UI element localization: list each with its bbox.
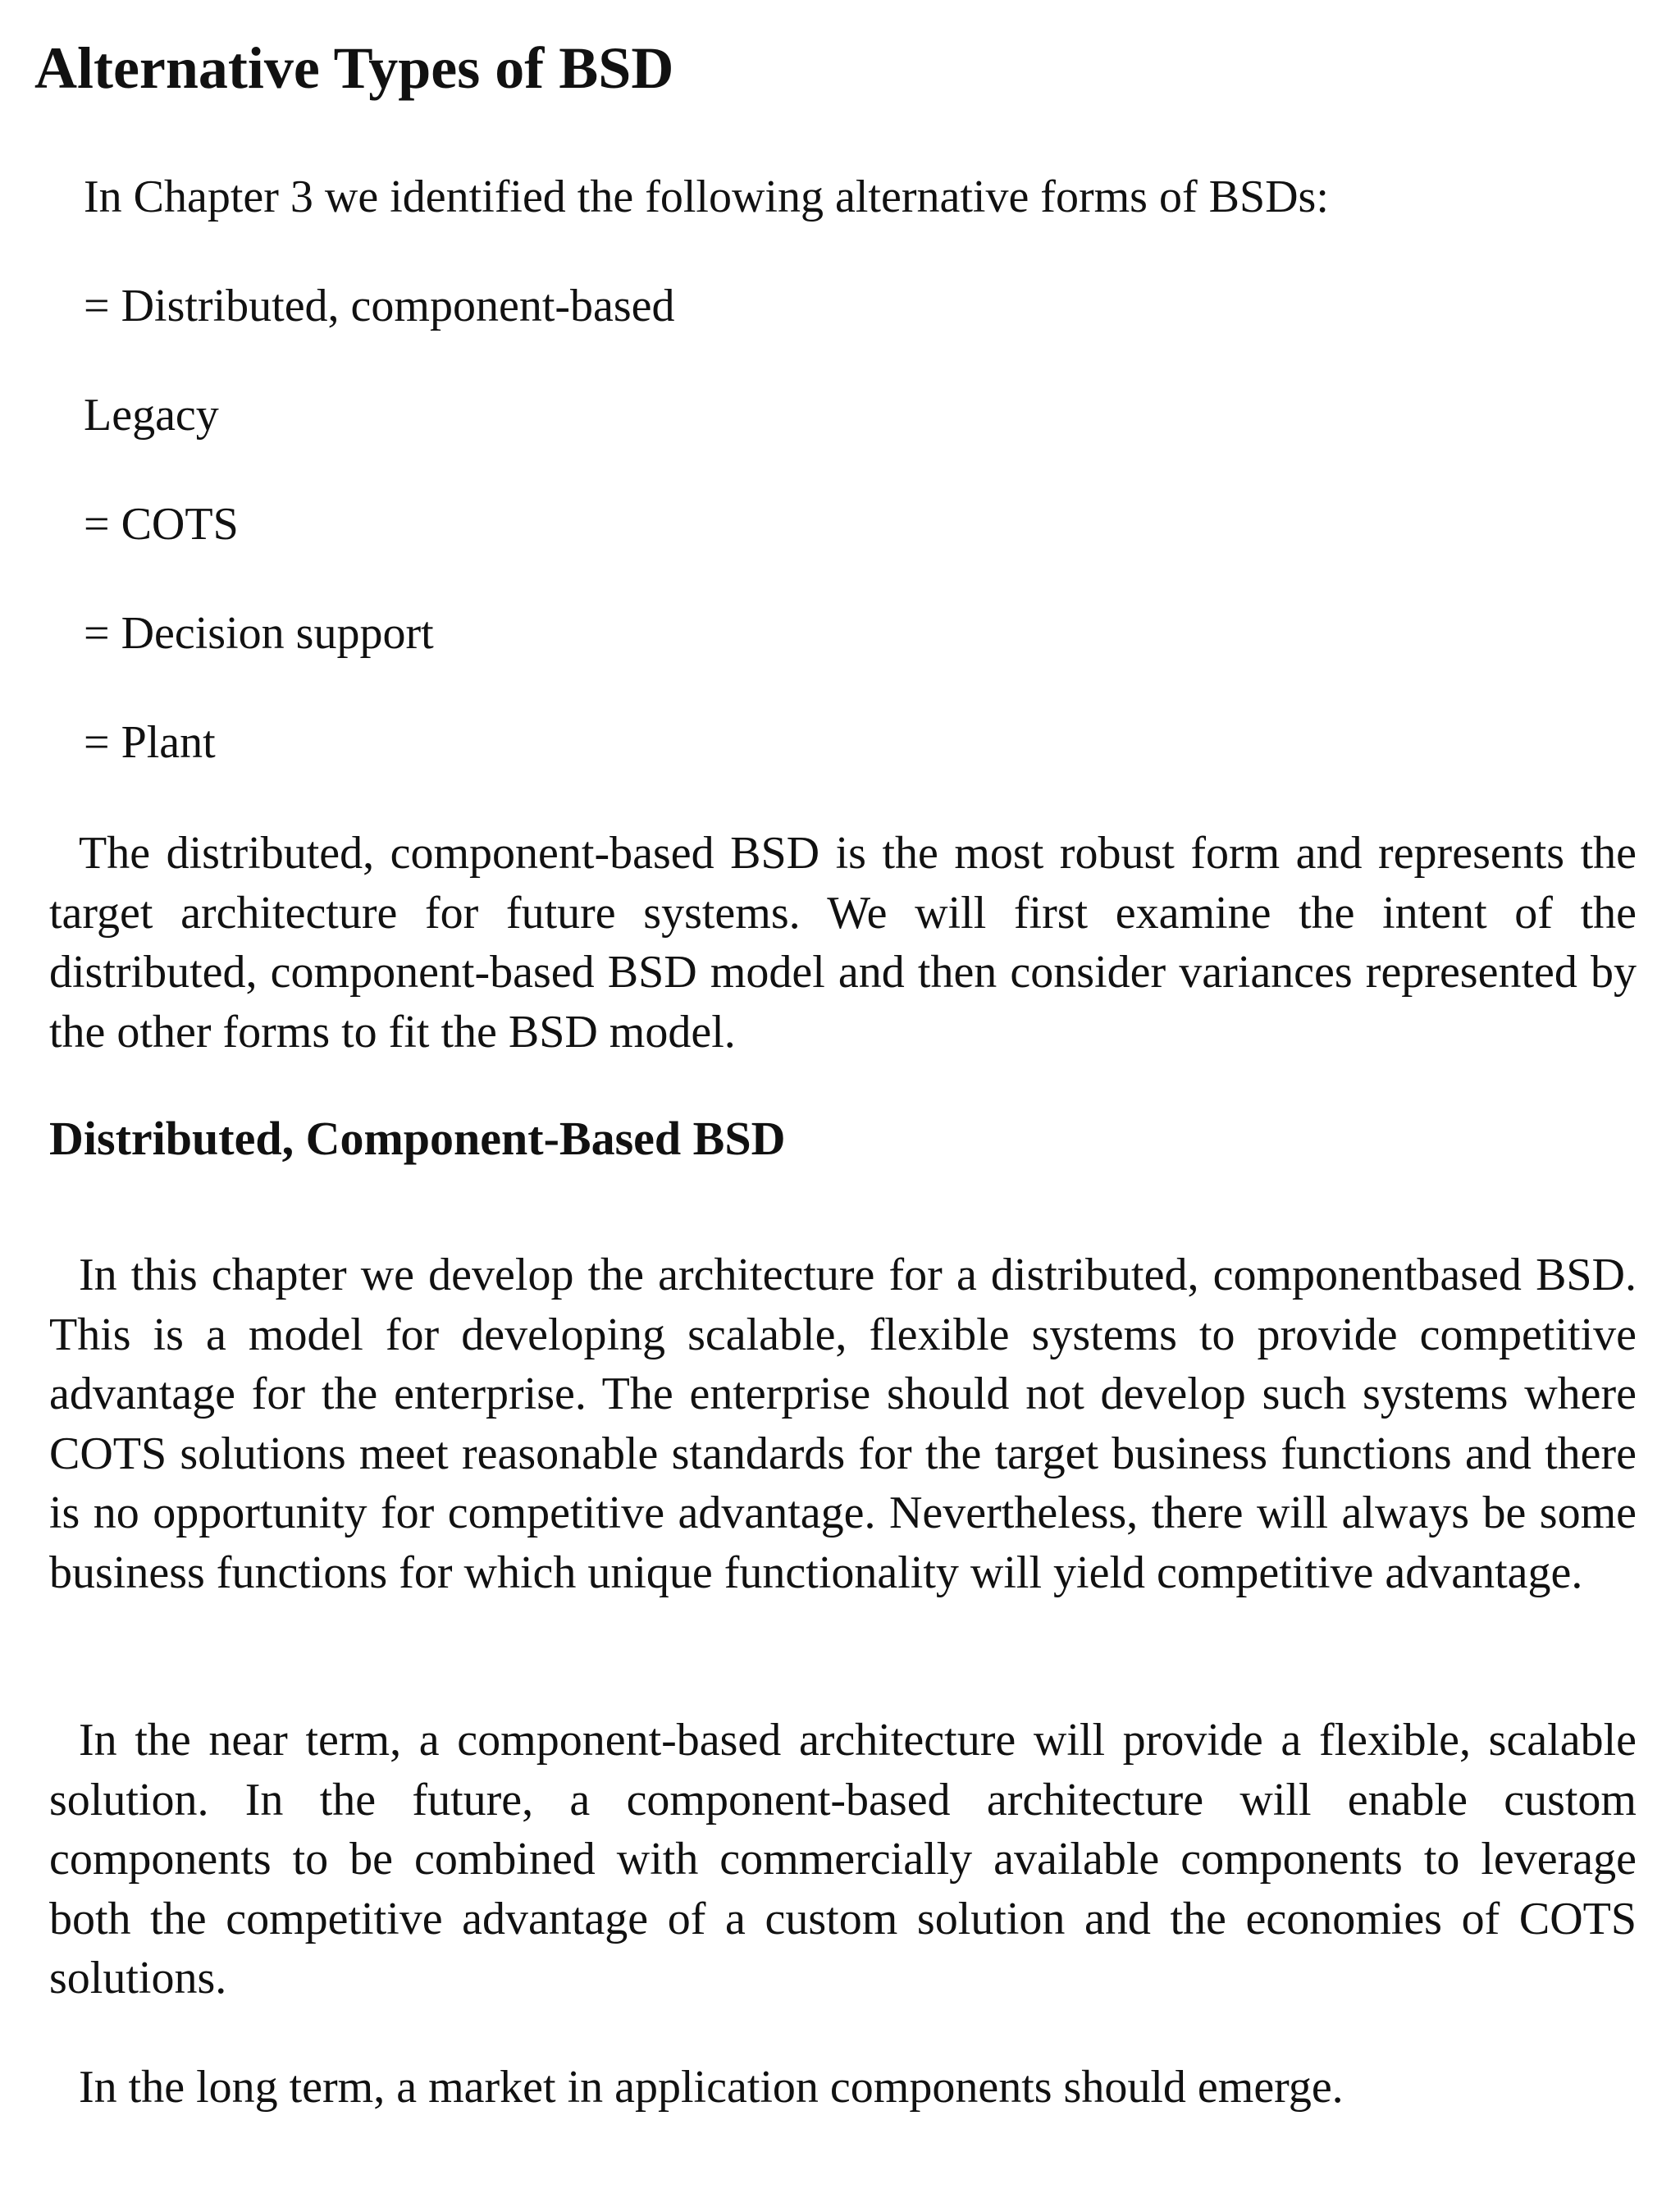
intro-text: In Chapter 3 we identified the following alternative forms of BSDs: — [84, 171, 1329, 222]
list-item: = COTS — [84, 499, 239, 550]
body-paragraph: In the long term, a market in application components should emerge. — [79, 2062, 1344, 2113]
body-paragraph: The distributed, component-based BSD is the most robust form and represents the target architecture for future systems. We will first examine the intent of the distributed, component-based BSD model and then consider variances represented by the other forms to fit the BSD model. — [49, 828, 1637, 1058]
list-item: = Plant — [84, 717, 216, 768]
list-item: = Decision support — [84, 608, 434, 659]
section-heading: Distributed, Component-Based BSD — [49, 1112, 786, 1165]
list-item: = Distributed, component-based — [84, 281, 675, 331]
body-paragraph: In the near term, a component-based architecture will provide a flexible, scalable solution. In the future, a component-based architecture will enable custom components to be combined with commercially available components to leverage both the competitive advantage of a custom solution and the economies of COTS solutions. — [49, 1715, 1637, 2004]
page-title: Alternative Types of BSD — [34, 35, 674, 101]
list-item: Legacy — [84, 390, 219, 441]
body-paragraph: In this chapter we develop the architecture for a distributed, componentbased BSD. This is a model for developing scalable, flexible systems to provide competitive advantage for the enterprise. The enterprise should not develop such systems where COTS solutions meet reasonable standards for the target business functions and there is no opportunity for competitive advantage. Nevertheless, there will always be some business functions for which unique functionality will yield competitive advantage. — [49, 1250, 1637, 1598]
